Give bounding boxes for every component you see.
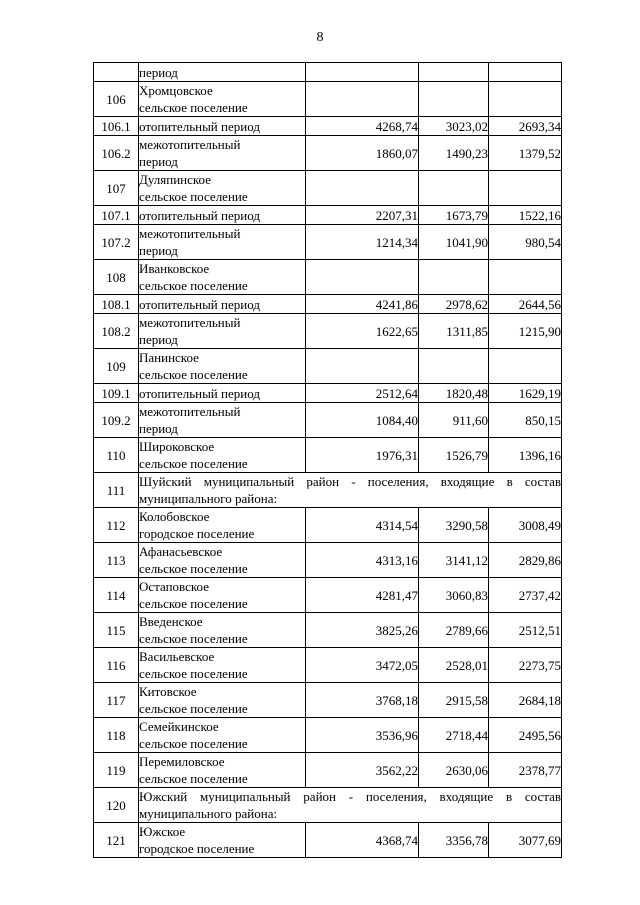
row-number-cell: 108 bbox=[94, 260, 139, 295]
settlement-name-line: сельское поселение bbox=[139, 596, 248, 611]
table-row bbox=[94, 683, 562, 718]
tariff-value-cell-1: 1976,31 bbox=[306, 438, 419, 473]
table-row bbox=[94, 63, 562, 82]
settlement-name-line: Афанасьевское bbox=[139, 544, 223, 559]
settlement-name-line: сельское поселение bbox=[139, 100, 248, 115]
tariff-value-cell-1 bbox=[306, 260, 419, 295]
tariff-value-cell-3: 1396,16 bbox=[489, 438, 562, 473]
tariff-table bbox=[93, 62, 562, 858]
settlement-name-line: Перемиловское bbox=[139, 754, 225, 769]
tariff-value-cell-1: 2512,64 bbox=[306, 384, 419, 403]
table-row bbox=[94, 117, 562, 136]
tariff-value-cell-1 bbox=[306, 82, 419, 117]
settlement-name-line: Колобовское bbox=[139, 509, 210, 524]
row-number-cell bbox=[94, 63, 139, 82]
row-number-cell: 108.2 bbox=[94, 314, 139, 349]
row-number-cell: 112 bbox=[94, 508, 139, 543]
settlement-name-cell bbox=[139, 718, 306, 753]
settlement-name-line: период bbox=[139, 154, 178, 169]
tariff-value-cell-1: 1084,40 bbox=[306, 403, 419, 438]
settlement-name-line: сельское поселение bbox=[139, 771, 248, 786]
tariff-value-cell-2: 2978,62 bbox=[419, 295, 489, 314]
table-row bbox=[94, 225, 562, 260]
page-number: 8 bbox=[316, 30, 324, 45]
district-heading-cell: Южский муниципальный район - поселения, входящие в состав муниципального района: bbox=[139, 789, 561, 821]
settlement-name-line: период bbox=[139, 64, 178, 80]
table-row bbox=[94, 384, 562, 403]
settlement-name-cell bbox=[139, 82, 306, 117]
table-row bbox=[94, 403, 562, 438]
district-heading-cell: Шуйский муниципальный район - поселения, входящие в состав муниципального района: bbox=[139, 474, 561, 506]
settlement-name-cell bbox=[139, 63, 306, 82]
settlement-name-cell bbox=[139, 349, 306, 384]
tariff-value-cell-3 bbox=[489, 63, 562, 82]
tariff-value-cell-1 bbox=[306, 349, 419, 384]
settlement-name-cell bbox=[139, 648, 306, 683]
tariff-value-cell-2: 1041,90 bbox=[419, 225, 489, 260]
settlement-name-cell bbox=[139, 295, 306, 314]
settlement-name-line: Васильевское bbox=[139, 649, 215, 664]
settlement-name-line: межотопительный bbox=[139, 315, 241, 330]
row-number-cell: 121 bbox=[94, 823, 139, 858]
row-number-cell: 113 bbox=[94, 543, 139, 578]
tariff-value-cell-3: 2273,75 bbox=[489, 648, 562, 683]
row-number-cell: 119 bbox=[94, 753, 139, 788]
tariff-value-cell-1: 3768,18 bbox=[306, 683, 419, 718]
settlement-name-line: Широковское bbox=[139, 439, 215, 454]
row-number-cell: 108.1 bbox=[94, 295, 139, 314]
tariff-value-cell-2: 1311,85 bbox=[419, 314, 489, 349]
settlement-name-line: Хромцовское bbox=[139, 83, 213, 98]
tariff-value-cell-2: 3356,78 bbox=[419, 823, 489, 858]
tariff-value-cell-3 bbox=[489, 349, 562, 384]
row-number-cell: 106.1 bbox=[94, 117, 139, 136]
settlement-name-cell bbox=[139, 260, 306, 295]
table-row bbox=[94, 648, 562, 683]
tariff-value-cell-2: 3060,83 bbox=[419, 578, 489, 613]
tariff-value-cell-2: 3023,02 bbox=[419, 117, 489, 136]
row-number-cell: 109.1 bbox=[94, 384, 139, 403]
settlement-name-line: Остаповское bbox=[139, 579, 209, 594]
settlement-name-line: сельское поселение bbox=[139, 278, 248, 293]
tariff-value-cell-2 bbox=[419, 349, 489, 384]
settlement-name-line: сельское поселение bbox=[139, 189, 248, 204]
tariff-value-cell-1: 4268,74 bbox=[306, 117, 419, 136]
table-row bbox=[94, 823, 562, 858]
table-row bbox=[94, 543, 562, 578]
tariff-value-cell-2 bbox=[419, 260, 489, 295]
tariff-value-cell-1: 4241,86 bbox=[306, 295, 419, 314]
tariff-value-cell-2: 2718,44 bbox=[419, 718, 489, 753]
table-row bbox=[94, 578, 562, 613]
settlement-name-cell bbox=[139, 683, 306, 718]
tariff-value-cell-3: 1379,52 bbox=[489, 136, 562, 171]
table-row bbox=[94, 438, 562, 473]
settlement-name-cell bbox=[139, 543, 306, 578]
settlement-name-cell bbox=[139, 403, 306, 438]
settlement-name-cell bbox=[139, 314, 306, 349]
settlement-name-cell bbox=[139, 753, 306, 788]
settlement-name-cell bbox=[139, 823, 306, 858]
tariff-value-cell-1: 3562,22 bbox=[306, 753, 419, 788]
settlement-name-line: Семейкинское bbox=[139, 719, 219, 734]
settlement-name-line: Иванковское bbox=[139, 261, 210, 276]
tariff-value-cell-3 bbox=[489, 171, 562, 206]
tariff-value-cell-2: 1820,48 bbox=[419, 384, 489, 403]
row-number-cell: 120 bbox=[94, 788, 139, 823]
table-row bbox=[94, 788, 562, 823]
tariff-table-body bbox=[94, 63, 562, 858]
settlement-name-line: отопительный период bbox=[139, 296, 260, 312]
settlement-name-line: период bbox=[139, 243, 178, 258]
settlement-name-line: отопительный период bbox=[139, 207, 260, 223]
table-row bbox=[94, 508, 562, 543]
tariff-value-cell-3: 980,54 bbox=[489, 225, 562, 260]
tariff-value-cell-2: 2789,66 bbox=[419, 613, 489, 648]
tariff-value-cell-3: 2693,34 bbox=[489, 117, 562, 136]
tariff-value-cell-1: 3536,96 bbox=[306, 718, 419, 753]
table-row bbox=[94, 314, 562, 349]
settlement-name-cell bbox=[139, 225, 306, 260]
table-row bbox=[94, 171, 562, 206]
settlement-name-cell bbox=[139, 438, 306, 473]
settlement-name-line: Китовское bbox=[139, 684, 197, 699]
settlement-name-line: отопительный период bbox=[139, 385, 260, 401]
settlement-name-line: городское поселение bbox=[139, 841, 255, 856]
tariff-value-cell-3: 2378,77 bbox=[489, 753, 562, 788]
tariff-value-cell-3: 1522,16 bbox=[489, 206, 562, 225]
table-row bbox=[94, 136, 562, 171]
tariff-value-cell-1: 1622,65 bbox=[306, 314, 419, 349]
settlement-name-line: городское поселение bbox=[139, 526, 255, 541]
row-number-cell: 114 bbox=[94, 578, 139, 613]
tariff-value-cell-1: 4314,54 bbox=[306, 508, 419, 543]
tariff-value-cell-1: 4368,74 bbox=[306, 823, 419, 858]
tariff-value-cell-1: 1214,34 bbox=[306, 225, 419, 260]
settlement-name-line: межотопительный bbox=[139, 137, 241, 152]
table-row bbox=[94, 349, 562, 384]
settlement-name-line: сельское поселение bbox=[139, 561, 248, 576]
settlement-name-line: межотопительный bbox=[139, 404, 241, 419]
tariff-value-cell-2: 3141,12 bbox=[419, 543, 489, 578]
row-number-cell: 109 bbox=[94, 349, 139, 384]
settlement-name-line: межотопительный bbox=[139, 226, 241, 241]
row-number-cell: 117 bbox=[94, 683, 139, 718]
settlement-name-line: сельское поселение bbox=[139, 736, 248, 751]
tariff-value-cell-2: 2528,01 bbox=[419, 648, 489, 683]
row-number-cell: 115 bbox=[94, 613, 139, 648]
tariff-value-cell-3: 2737,42 bbox=[489, 578, 562, 613]
table-row bbox=[94, 753, 562, 788]
settlement-name-cell bbox=[139, 117, 306, 136]
settlement-name-line: Дуляпинское bbox=[139, 172, 211, 187]
settlement-name-line: Южское bbox=[139, 824, 186, 839]
tariff-value-cell-2: 1526,79 bbox=[419, 438, 489, 473]
tariff-value-cell-2: 2915,58 bbox=[419, 683, 489, 718]
settlement-name-line: сельское поселение bbox=[139, 367, 248, 382]
row-number-cell: 107.2 bbox=[94, 225, 139, 260]
tariff-value-cell-3: 850,15 bbox=[489, 403, 562, 438]
tariff-value-cell-2: 2630,06 bbox=[419, 753, 489, 788]
tariff-value-cell-1 bbox=[306, 171, 419, 206]
settlement-name-cell bbox=[139, 578, 306, 613]
row-number-cell: 106.2 bbox=[94, 136, 139, 171]
settlement-name-line: сельское поселение bbox=[139, 666, 248, 681]
tariff-value-cell-1 bbox=[306, 63, 419, 82]
tariff-value-cell-1: 4281,47 bbox=[306, 578, 419, 613]
tariff-value-cell-3: 1629,19 bbox=[489, 384, 562, 403]
tariff-value-cell-3 bbox=[489, 260, 562, 295]
table-row bbox=[94, 260, 562, 295]
tariff-value-cell-2: 3290,58 bbox=[419, 508, 489, 543]
table-row bbox=[94, 718, 562, 753]
row-number-cell: 109.2 bbox=[94, 403, 139, 438]
row-number-cell: 116 bbox=[94, 648, 139, 683]
settlement-name-cell bbox=[139, 613, 306, 648]
tariff-value-cell-3: 2829,86 bbox=[489, 543, 562, 578]
row-number-cell: 107 bbox=[94, 171, 139, 206]
table-row bbox=[94, 473, 562, 508]
tariff-value-cell-3: 3077,69 bbox=[489, 823, 562, 858]
settlement-name-cell bbox=[139, 171, 306, 206]
tariff-value-cell-2: 1490,23 bbox=[419, 136, 489, 171]
tariff-value-cell-1: 2207,31 bbox=[306, 206, 419, 225]
tariff-value-cell-3: 2684,18 bbox=[489, 683, 562, 718]
table-row bbox=[94, 206, 562, 225]
tariff-value-cell-3: 2512,51 bbox=[489, 613, 562, 648]
settlement-name-cell bbox=[139, 508, 306, 543]
settlement-name-line: период bbox=[139, 332, 178, 347]
tariff-value-cell-1: 1860,07 bbox=[306, 136, 419, 171]
table-row bbox=[94, 613, 562, 648]
settlement-name-line: сельское поселение bbox=[139, 631, 248, 646]
tariff-value-cell-3: 3008,49 bbox=[489, 508, 562, 543]
tariff-value-cell-3 bbox=[489, 82, 562, 117]
table-row bbox=[94, 295, 562, 314]
tariff-value-cell-3: 2495,56 bbox=[489, 718, 562, 753]
row-number-cell: 107.1 bbox=[94, 206, 139, 225]
tariff-value-cell-2: 1673,79 bbox=[419, 206, 489, 225]
settlement-name-cell bbox=[139, 206, 306, 225]
tariff-value-cell-1: 3825,26 bbox=[306, 613, 419, 648]
tariff-value-cell-1: 3472,05 bbox=[306, 648, 419, 683]
tariff-value-cell-2 bbox=[419, 171, 489, 206]
row-number-cell: 111 bbox=[94, 473, 139, 508]
tariff-value-cell-3: 1215,90 bbox=[489, 314, 562, 349]
settlement-name-cell bbox=[139, 136, 306, 171]
row-number-cell: 110 bbox=[94, 438, 139, 473]
tariff-value-cell-1: 4313,16 bbox=[306, 543, 419, 578]
settlement-name-line: сельское поселение bbox=[139, 701, 248, 716]
tariff-value-cell-2: 911,60 bbox=[419, 403, 489, 438]
settlement-name-line: период bbox=[139, 421, 178, 436]
settlement-name-line: сельское поселение bbox=[139, 456, 248, 471]
settlement-name-line: отопительный период bbox=[139, 118, 260, 134]
tariff-value-cell-2 bbox=[419, 63, 489, 82]
settlement-name-line: Панинское bbox=[139, 350, 199, 365]
tariff-value-cell-2 bbox=[419, 82, 489, 117]
settlement-name-cell bbox=[139, 384, 306, 403]
row-number-cell: 106 bbox=[94, 82, 139, 117]
table-row bbox=[94, 82, 562, 117]
row-number-cell: 118 bbox=[94, 718, 139, 753]
tariff-value-cell-3: 2644,56 bbox=[489, 295, 562, 314]
settlement-name-line: Введенское bbox=[139, 614, 203, 629]
